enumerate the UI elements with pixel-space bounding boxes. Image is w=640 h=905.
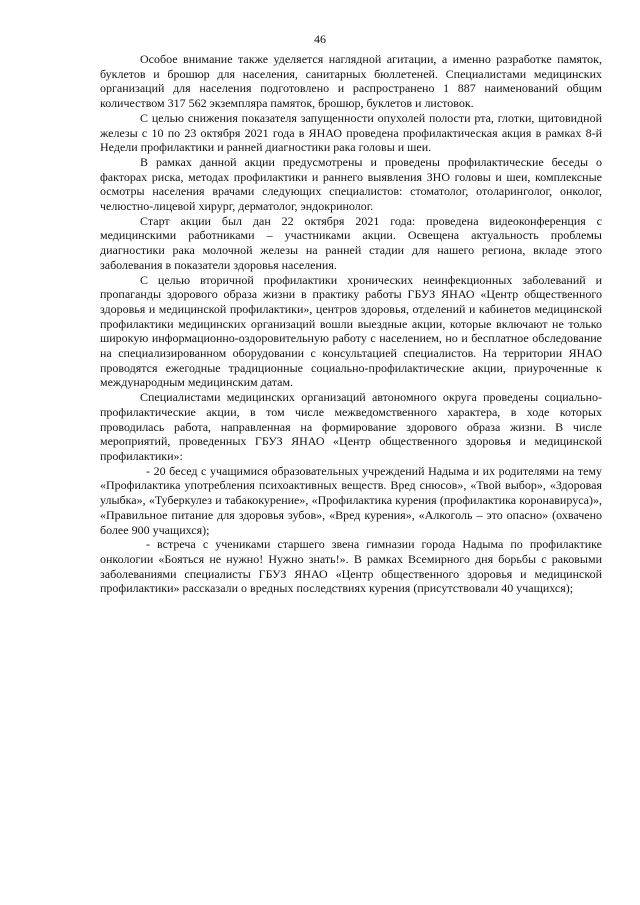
paragraph-social-actions: Специалистами медицинских организаций автономного округа проведены социально-профилактические акции, в том числе межведомственного характера, в ходе которых проводилась работа, направленная на формирование здорового образа жизни. В числе мероприятий, проведенных ГБУЗ ЯНАО «Центр общественного здоровья и медицинской профилактики»: [100, 390, 602, 463]
paragraph-visual-agitation: Особое внимание также уделяется наглядной агитации, а именно разработке памяток, буклетов и брошюр для населения, санитарных бюллетеней. Специалистами медицинских организаций для населения подготовлено и распространено 1 887 наименований общим количеством 317 562 экземпляра памяток, брошюр, буклетов и листовок. [100, 52, 602, 111]
paragraph-action-start: Старт акции был дан 22 октября 2021 года: проведена видеоконференция с медицинскими работниками – участниками акции. Освещена актуальность проблемы диагностики рака молочной железы на ранней стадии для нашего региона, вкладе этого заболевания в показатели здоровья населения. [100, 213, 602, 272]
paragraph-secondary-prevention: С целью вторичной профилактики хронических неинфекционных заболеваний и пропаганды здорового образа жизни в практику работы ГБУЗ ЯНАО «Центр общественного здоровья и медицинской профилактики», центров здоровья, отделений и кабинетов медицинской профилактики медицинских организаций вошли выездные акции, которые включают не только широкую информационно-оздоровительную работу с населением, но и бесплатное обследование на специализированном оборудовании с консультацией специалистов. На территории ЯНАО проводятся ежегодные традиционные социально-профилактические акции, приуроченные к международным медицинским датам. [100, 272, 602, 390]
paragraph-action-activities: В рамках данной акции предусмотрены и проведены профилактические беседы о факторах риска, методах профилактики и раннего выявления ЗНО головы и шеи, комплексные осмотры населения врачами следующих специалистов: стоматолог, отоларинголог, онколог, челюстно-лицевой хирург, дерматолог, эндокринолог. [100, 154, 602, 214]
paragraph-prevention-action: С целью снижения показателя запущенности опухолей полости рта, глотки, щитовидной железы с 10 по 23 октября 2021 года в ЯНАО проведена профилактическая акция в рамках 8-й Недели профилактики и ранней диагностики рака головы и шеи. [100, 110, 602, 155]
document-body [100, 52, 602, 596]
page-number: 46 [314, 32, 326, 46]
list-item-gymnasium-meeting: - встреча с учениками старшего звена гимназии города Надыма по профилактике онкологии «Бояться не нужно! Нужно знать!». В рамках Всемирного дня борьбы с раковыми заболеваниями специалисты ГБУЗ ЯНАО «Центр общественного здоровья и медицинской профилактики» рассказали о вредных последствиях курения (присутствовали 40 учащихся); [100, 537, 602, 596]
list-item-conversations: - 20 бесед с учащимися образовательных учреждений Надыма и их родителями на тему «Профилактика употребления психоактивных веществ. Вред снюсов», «Твой выбор», «Здоровая улыбка», «Туберкулез и табакокурение», «Профилактика курения (профилактика коронавируса)», «Правильное питание для здоровья зубов», «Вред курения», «Алкоголь – это опасно» (охвачено более 900 учащихся); [100, 463, 602, 537]
